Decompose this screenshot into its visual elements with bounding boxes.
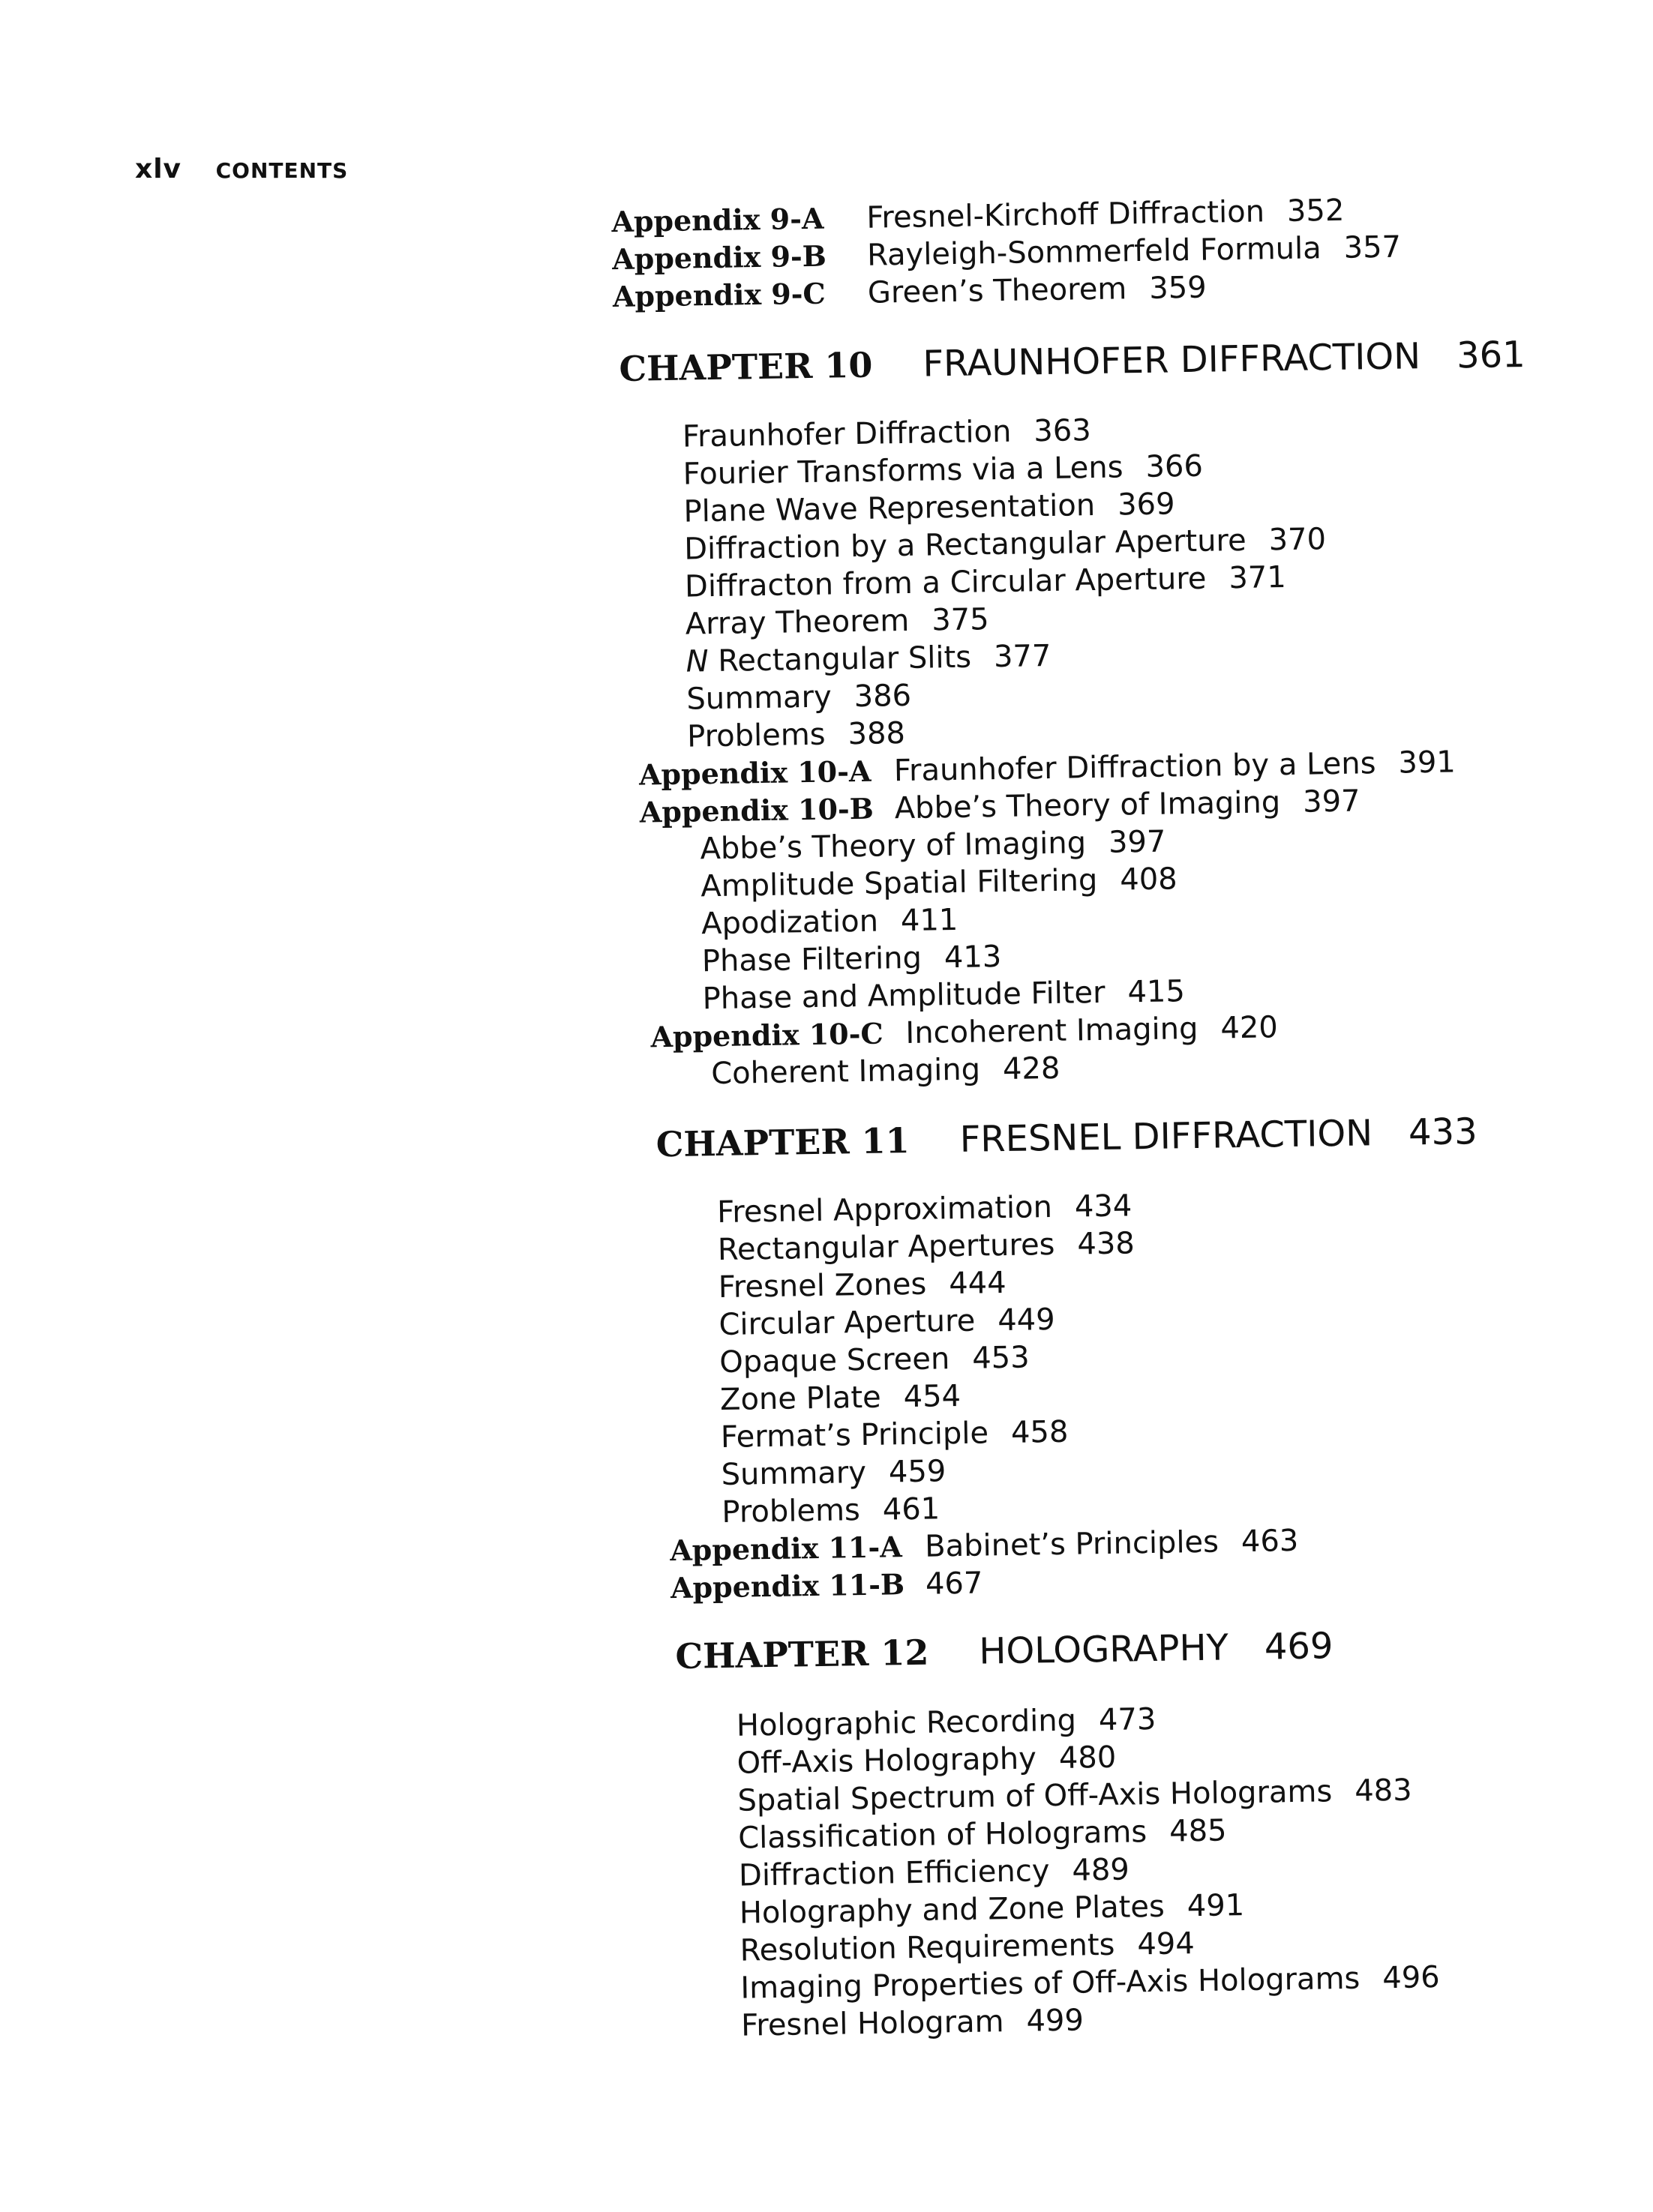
- toc-entry: Apodization 411: [700, 902, 958, 942]
- toc-entry: Plane Wave Representation 369: [683, 487, 1175, 529]
- toc-entry: Problems 388: [686, 716, 906, 754]
- toc-appendix: Appendix 9-B Rayleigh-Sommerfeld Formula 357: [611, 229, 1402, 277]
- toc-appendix: Appendix 9-C Green’s Theorem 359: [612, 270, 1208, 314]
- toc-entry: Classification of Holograms 485: [737, 1813, 1227, 1856]
- chapter-heading: CHAPTER 11 FRESNEL DIFFRACTION 433: [656, 1110, 1478, 1165]
- toc-entry: Holography and Zone Plates 491: [739, 1888, 1245, 1931]
- toc-entry: Abbe’s Theory of Imaging 397: [700, 824, 1166, 867]
- toc-entry: Fourier Transforms via a Lens 366: [682, 448, 1204, 492]
- toc-entry: Diffracton from a Circular Aperture 371: [684, 560, 1287, 604]
- toc-entry: Resolution Requirements 494: [740, 1926, 1196, 1968]
- toc-entry: Imaging Properties of Off-Axis Holograms 496: [740, 1960, 1441, 2006]
- toc-entry: Diffraction by a Rectangular Aperture 370: [683, 522, 1327, 567]
- toc-entry: N Rectangular Slits 377: [686, 638, 1052, 679]
- toc-entry: Phase Filtering 413: [701, 940, 1002, 979]
- toc-entry: Off-Axis Holography 480: [736, 1740, 1117, 1781]
- toc-entry: Holographic Recording 473: [736, 1701, 1156, 1743]
- toc-entry: Rectangular Apertures 438: [717, 1226, 1136, 1268]
- toc-entry: Spatial Spectrum of Off-Axis Holograms 483: [737, 1773, 1412, 1818]
- toc-appendix: Appendix 9-A Fresnel-Kirchoff Diffraction 352: [611, 193, 1345, 239]
- running-title: CONTENTS: [215, 158, 349, 183]
- page-number: xlv: [135, 154, 182, 184]
- toc-entry: Coherent Imaging 428: [710, 1051, 1060, 1092]
- toc-entry: Zone Plate 454: [719, 1378, 962, 1417]
- toc-entry: Opaque Screen 453: [718, 1340, 1030, 1380]
- toc-entry: Problems 461: [722, 1491, 940, 1530]
- toc-entry: Fermat’s Principle 458: [720, 1414, 1069, 1455]
- chapter-heading: CHAPTER 10 FRAUNHOFER DIFFRACTION 361: [619, 333, 1526, 389]
- toc-entry: Fresnel Approximation 434: [716, 1188, 1132, 1230]
- toc-entry: Fresnel Zones 444: [718, 1265, 1006, 1305]
- toc-appendix: Appendix 11-A Babinet’s Principles 463: [669, 1523, 1299, 1568]
- chapter-heading: CHAPTER 12 HOLOGRAPHY 469: [675, 1625, 1334, 1677]
- toc-entry: Amplitude Spatial Filtering 408: [700, 862, 1178, 904]
- toc-entry: Array Theorem 375: [685, 602, 989, 642]
- toc-entry: Fresnel Hologram 499: [740, 2003, 1084, 2043]
- toc-entry: Phase and Amplitude Filter 415: [702, 974, 1186, 1017]
- toc-appendix: Appendix 10-B Abbe’s Theory of Imaging 397: [639, 784, 1360, 829]
- toc-entry: Summary 459: [721, 1454, 946, 1492]
- toc-appendix: Appendix 10-A Fraunhofer Diffraction by a Lens 391: [638, 745, 1456, 792]
- toc-entry: Fraunhofer Diffraction 363: [682, 413, 1092, 454]
- toc-entry: Summary 386: [686, 678, 912, 717]
- toc-entry: Circular Aperture 449: [718, 1302, 1055, 1343]
- toc-appendix: Appendix 10-C Incoherent Imaging 420: [650, 1010, 1279, 1054]
- toc-appendix: Appendix 11-B 467: [670, 1566, 983, 1605]
- toc-entry: Diffraction Efficiency 489: [738, 1852, 1130, 1893]
